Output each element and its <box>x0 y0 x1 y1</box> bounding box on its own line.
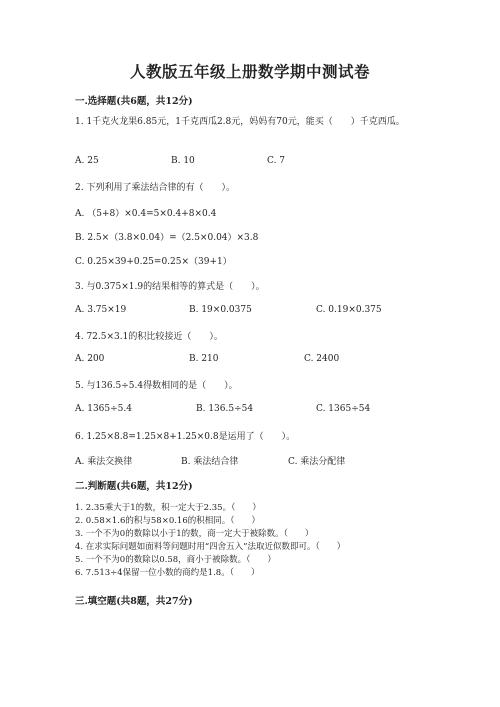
judgement-item-1: 1. 2.35乘大于1的数，积一定大于2.35。（ ） <box>75 503 261 513</box>
question-1-stem: 1. 1千克火龙果6.85元，1千克西瓜2.8元，妈妈有70元，能买（ ）千克西瓜。 <box>75 117 405 127</box>
q6-option-b: B. 乘法结合律 <box>181 457 239 467</box>
q2-option-b: B. 2.5×（3.8×0.04）=（2.5×0.04）×3.8 <box>75 233 259 243</box>
question-6-stem: 6. 1.25×8.8=1.25×8+1.25×0.8是运用了（ ）。 <box>75 432 296 442</box>
q3-option-a: A. 3.75×19 <box>75 305 127 315</box>
q1-option-b: B. 10 <box>171 156 195 166</box>
q4-option-a: A. 200 <box>75 354 105 364</box>
q2-option-a: A. （5+8）×0.4=5×0.4+8×0.4 <box>75 209 217 219</box>
q3-option-c: C. 0.19×0.375 <box>316 305 382 315</box>
q1-option-c: C. 7 <box>267 156 286 166</box>
q6-option-a: A. 乘法交换律 <box>75 457 133 467</box>
q4-option-b: B. 210 <box>189 354 219 364</box>
judgement-item-5: 5. 一个不为0的数除以0.58，商小于被除数。（ ） <box>75 555 276 565</box>
section-heading-fill-blank: 三.填空题(共8题，共27分) <box>75 596 193 607</box>
page-title: 人教版五年级上册数学期中测试卷 <box>129 62 370 81</box>
q1-option-a: A. 25 <box>75 156 99 166</box>
judgement-item-4: 4. 在求实际问题如面料等问题时用“四舍五入”法取近似数即可。（ ） <box>75 542 346 552</box>
question-2-stem: 2. 下列利用了乘法结合律的有（ ）。 <box>75 183 235 193</box>
q5-option-a: A. 1365÷5.4 <box>75 404 132 414</box>
q5-option-b: B. 136.5÷54 <box>196 404 254 414</box>
q2-option-c: C. 0.25×39+0.25=0.25×（39+1） <box>75 257 232 267</box>
q3-option-b: B. 19×0.0375 <box>189 305 252 315</box>
section-heading-judgement: 二.判断题(共6题，共12分) <box>75 481 193 492</box>
q5-option-c: C. 1365÷54 <box>316 404 371 414</box>
q6-option-c: C. 乘法分配律 <box>288 457 346 467</box>
question-4-stem: 4. 72.5×3.1的积比较接近（ ）。 <box>75 332 223 342</box>
judgement-item-2: 2. 0.58×1.6的积与58×0.16的积相同。（ ） <box>75 516 260 526</box>
judgement-item-6: 6. 7.513÷4保留一位小数的商约是1.8。（ ） <box>75 568 260 578</box>
question-5-stem: 5. 与136.5÷5.4得数相同的是（ ）。 <box>75 381 238 391</box>
q4-option-c: C. 2400 <box>304 354 340 364</box>
section-heading-choice: 一.选择题(共6题，共12分) <box>75 96 193 107</box>
judgement-item-3: 3. 一个不为0的数除以小于1的数，商一定大于被除数。（ ） <box>75 529 314 539</box>
question-3-stem: 3. 与0.375×1.9的结果相等的算式是（ ）。 <box>75 282 265 292</box>
